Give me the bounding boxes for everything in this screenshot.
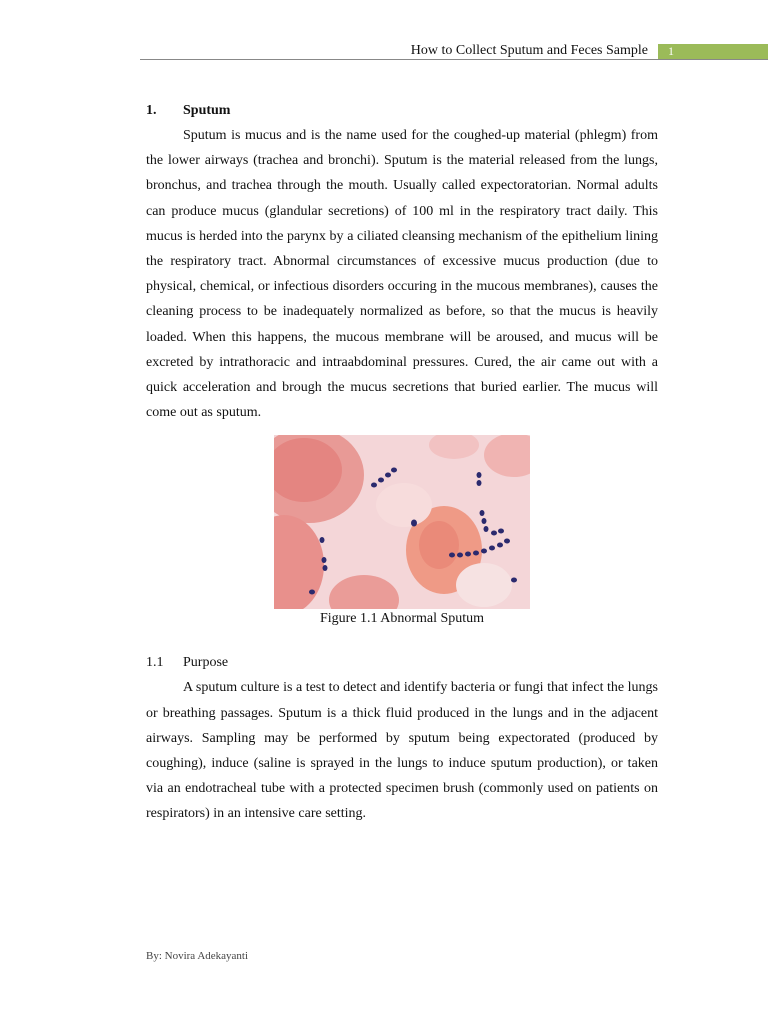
- section-number: 1.: [146, 103, 157, 118]
- header-rule: [140, 59, 768, 60]
- subsection-title: Purpose: [183, 655, 229, 671]
- section-paragraph: Sputum is mucus and is the name used for the coughed-up material (phlegm) from the lower airways (trachea and bronchi). Sputum is the material released from the lungs, bronchus, and trachea through the mouth. Usually called expectoratorian. Normal adults can produce mucus (glandular secretions) of 100 ml in the respiratory tract daily. This mucus is herded into the parynx by a ciliated cleansing mechanism of the epithelium lining the respiratory tract. Abnormal circumstances of excessive mucus production (due to physical, chemical, or infectious disorders occuring in the mucous membranes), causes the cleaning process to be inadequately normalized as before, so that the mucus is heavily loaded. When this happens, the mucous membrane will be aroused, and mucus will be excreted by intrathoracic and intraabdominal pressures. Cured, the air came out with a quick acceleration and brough the mucus secretions that buried earlier. The mucus will come out as sputum.: [146, 128, 658, 421]
- page-content: [146, 98, 658, 827]
- figure-caption: Figure 1.1 Abnormal Sputum: [319, 611, 485, 627]
- figure: [146, 435, 658, 628]
- subsection-number: 1.1: [146, 655, 164, 671]
- subsection-heading: [146, 650, 658, 675]
- subsection-paragraph: A sputum culture is a test to detect and identify bacteria or fungi that infect the lungs or breathing passages. Sputum is a thick fluid produced in the lungs and in the adjacent airways. Sampling may be performed by sputum being expectorated (produced by coughing), induce (saline is sprayed in the lungs to induce sputum production), or taken via an endotracheal tube with a protected specimen brush (commonly used on patients on respirators) in an intensive care setting.: [146, 680, 658, 822]
- footer-author: By: Novira Adekayanti: [146, 950, 249, 962]
- page-number: 1: [668, 44, 674, 58]
- running-header-title: How to Collect Sputum and Feces Sample: [410, 43, 648, 58]
- page-number-badge: [658, 44, 768, 59]
- section-heading: [146, 98, 658, 123]
- section-title: Sputum: [183, 103, 231, 118]
- sputum-micrograph: [274, 435, 530, 609]
